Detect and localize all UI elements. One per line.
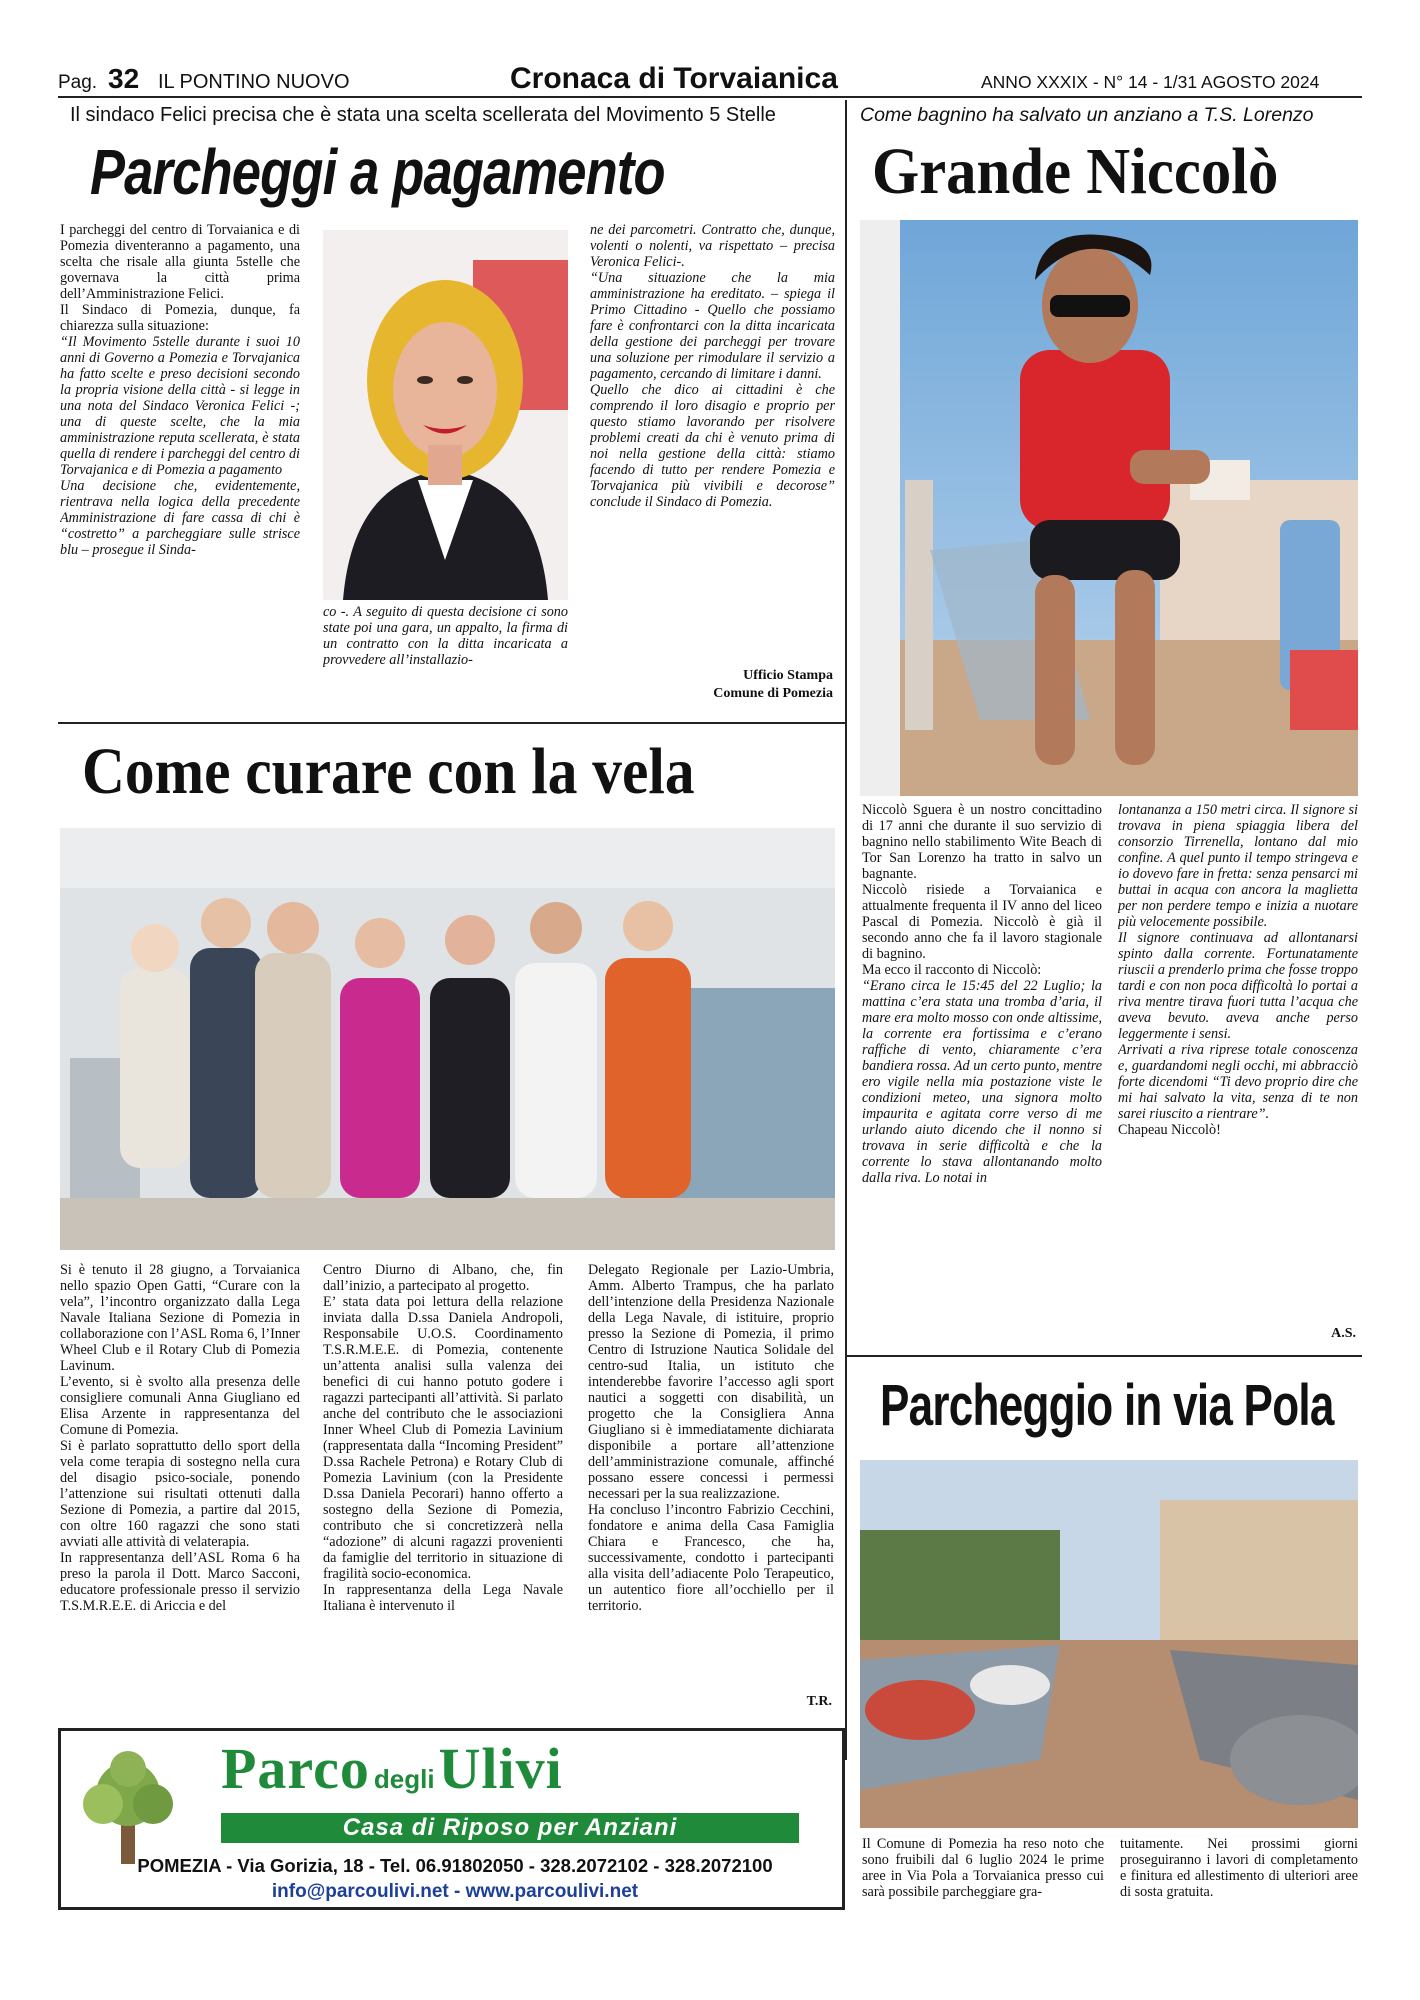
issue-info: ANNO XXXIX - N° 14 - 1/31 AGOSTO 2024 bbox=[981, 72, 1320, 92]
pola-headline: Parcheggio in via Pola bbox=[880, 1373, 1334, 1438]
parking-kicker: Il sindaco Felici precisa che è stata una scelta scellerata del Movimento 5 Stelle bbox=[70, 104, 776, 126]
vela-signature: T.R. bbox=[806, 1694, 832, 1709]
group-photo bbox=[60, 828, 835, 1250]
paragraph: Niccolò risiede a Torvaianica e attualmente frequenta il IV anno del liceo Pascal di Pomezia. Niccolò è già il secondo anno che fa il lavoro stagionale di bagnino. bbox=[862, 882, 1102, 962]
niccolo-column-1 bbox=[862, 802, 1102, 1340]
paragraph: lontananza a 150 metri circa. Il signore si trovava in piena spiaggia libera del consorzio Tirrenella, lontano dal mio confine. A quel punto il tempo stringeva e io dovevo fare in fretta: senza pensarci mi buttai in acqua con ancora la maglietta per non perdere tempo e inizia a nuotare più velocemente possibile. bbox=[1118, 802, 1358, 930]
paragraph: “Il Movimento 5stelle durante i suoi 10 anni di Governo a Pomezia e Torvajanica ha fatto scelte e preso decisioni secondo la propria visione della città - si legge in una nota del Sindaco Veronica Felici -; una di queste scelte, che la mia amministrazione reputa scellerata, è stata quella di rendere i parcheggi del centro di Torvajanica e di Pomezia a pagamento bbox=[60, 334, 300, 478]
header-rule bbox=[58, 96, 1362, 98]
page-prefix: Pag. bbox=[58, 72, 98, 93]
paragraph: Centro Diurno di Albano, che, fin dall’inizio, a partecipato al progetto. bbox=[323, 1262, 563, 1294]
niccolo-headline: Grande Niccolò bbox=[872, 135, 1279, 208]
paragraph: Il signore continuava ad allontanarsi spinto dalla corrente. Fortunatamente riuscii a prenderlo prima che fosse troppo tardi e con non poca difficoltà lo portai a riva mentre tirava fuori tutta l’acqua che aveva bevuto. aveva anche perso leggermente i sensi. bbox=[1118, 930, 1358, 1042]
niccolo-signature: A.S. bbox=[1331, 1326, 1356, 1341]
paragraph: Arrivati a riva riprese totale conoscenza e, guardandomi negli occhi, mi abbracciò forte dicendomi “Ti devo proprio dire che mi hai salvato la vita, senza di te non sarei riuscito a rientrare”. bbox=[1118, 1042, 1358, 1122]
divider-niccolo-pola bbox=[847, 1355, 1362, 1357]
paragraph: ne dei parcometri. Contratto che, dunque, volenti o nolenti, va rispettato – precisa Veronica Felici-. bbox=[590, 222, 835, 270]
paragraph: Ma ecco il racconto di Niccolò: bbox=[862, 962, 1042, 978]
parking-column-2 bbox=[323, 604, 568, 716]
divider-parking-vela bbox=[58, 722, 845, 724]
ad-parco-degli-ulivi bbox=[58, 1728, 845, 1910]
section-title: Cronaca di Torvaianica bbox=[510, 62, 838, 95]
paragraph: tuitamente. Nei prossimi giorni proseguiranno i lavori di completamento e finitura ed allestimento di ulteriori aree di sosta gratuita. bbox=[1120, 1836, 1358, 1900]
parking-signature-2: Comune di Pomezia bbox=[713, 686, 833, 701]
ad-word-degli: degli bbox=[373, 1764, 435, 1794]
paragraph: “Una situazione che la mia amministrazione ha ereditato. – spiega il Primo Cittadino - Quello che possiamo fare è confrontarci con la ditta incaricata della gestione dei parcheggi per trovare una soluzione per rimodulare il servizio a pagamento, cercando di limitare i danni. bbox=[590, 270, 835, 382]
ad-title bbox=[221, 1735, 563, 1802]
paragraph: In rappresentanza della Lega Navale Italiana è intervenuto il bbox=[323, 1582, 563, 1614]
paragraph: Niccolò Sguera è un nostro concittadino di 17 anni che durante il suo servizio di bagnino nello stabilimento Wite Beach di Tor San Lorenzo ha tratto in salvo un bagnante. bbox=[862, 802, 1102, 882]
pola-column-2 bbox=[1120, 1836, 1358, 1956]
vela-column-3 bbox=[588, 1262, 834, 1692]
ad-word-parco: Parco bbox=[221, 1736, 370, 1801]
paragraph: Delegato Regionale per Lazio-Umbria, Amm. Alberto Trampus, che ha parlato dell’intenzione della Presidenza Nazionale della Lega Navale, di istituire, proprio presso la Sezione di Pomezia, il primo Centro di Istruzione Nautica Solidale del centro-sud Italia, un istituto che intenderebbe favorire l’accesso agli sport nautici a soggetti con disabilità, un progetto che la Consigliera Anna Giugliano si è immediatamente dichiarata disponibile a portare all’attenzione dell’amministrazione comunale, affinché possano essere concessi i permessi necessari per la sua realizzazione. bbox=[588, 1262, 834, 1502]
portrait-illustration bbox=[323, 230, 568, 600]
paragraph: Quello che dico ai cittadini è che comprendo il loro disagio e proprio per questo stiamo lavorando per risolvere problemi creati da chi è venuto prima di noi nella gestione della città: stiamo facendo di tutto per rendere Pomezia e Torvajanica più vivibili e decorose” conclude il Sindaco di Pomezia. bbox=[590, 382, 835, 510]
paragraph: Una decisione che, evidentemente, rientrava nella logica della precedente Amministrazione di fare cassa di chi è “costretto” a parcheggiare sulle strisce blu – prosegue il Sinda- bbox=[60, 478, 300, 558]
ad-word-ulivi: Ulivi bbox=[438, 1736, 563, 1801]
paragraph: Si è parlato soprattutto dello sport della vela come terapia di sostegno nella cura del disagio psico-sociale, ponendo l’attenzione sui risultati ottenuti dalla Sezione di Pomezia, a partire dal 2015, con oltre 160 ragazzi che sono stati avviati alle attività di velaterapia. bbox=[60, 1438, 300, 1550]
paragraph: Si è tenuto il 28 giugno, a Torvaianica nello spazio Open Gatti, “Curare con la vela”, l’incontro organizzato dalla Lega Navale Italiana Sezione di Pomezia in collaborazione con l’ASL Roma 6, l’Inner Wheel Club e il Rotary Club di Pomezia Lavinum. bbox=[60, 1262, 300, 1374]
ad-subtitle: Casa di Riposo per Anziani bbox=[221, 1813, 799, 1843]
niccolo-column-2 bbox=[1118, 802, 1358, 1322]
vela-headline: Come curare con la vela bbox=[82, 735, 695, 808]
paragraph: I parcheggi del centro di Torvaianica e di Pomezia diventeranno a pagamento, una scelta che risale alla giunta 5stelle che governava la città prima dell’Amministrazione Felici. bbox=[60, 222, 300, 302]
mayor-portrait-photo bbox=[323, 230, 568, 600]
paragraph: E’ stata data poi lettura della relazione inviata dalla D.ssa Daniela Andropoli, Responsabile U.O.S. Coordinamento T.S.R.M.E.E. di Pomezia, contenente un’attenta analisi sulla valenza dei benefici di cui hanno potuto godere i ragazzi partecipanti all’attività. Si parlato anche del contributo che le associazioni Inner Wheel Club di Pomezia Lavinium (rappresentata dalla “Incoming President” D.ssa Rachele Petrona) e Rotary Club di Pomezia Lavinium (con la Presidente D.ssa Daniela Pecorari) hanno offerto a sostegno della Sezione di Pomezia, contributo che si concretizzerà nella “adozione” di alcuni ragazzi provenienti da famiglie del territorio in situazione di fragilità socio-economica. bbox=[323, 1294, 563, 1582]
parking-lot-photo bbox=[860, 1460, 1358, 1828]
parking-signature-1: Ufficio Stampa bbox=[743, 668, 833, 683]
paper-name: IL PONTINO NUOVO bbox=[158, 71, 350, 93]
niccolo-kicker: Come bagnino ha salvato un anziano a T.S. Lorenzo bbox=[860, 104, 1314, 126]
paragraph: co -. A seguito di questa decisione ci sono state poi una gara, un appalto, la firma di un contratto con la ditta incaricata a provvedere all’installazio- bbox=[323, 604, 568, 668]
parking-column-3 bbox=[590, 222, 835, 662]
lifeguard-illustration bbox=[860, 220, 1358, 796]
olive-tree-icon bbox=[73, 1749, 183, 1869]
paragraph: In rappresentanza dell’ASL Roma 6 ha preso la parola il Dott. Marco Sacconi, educatore professionale presso il servizio T.S.M.R.E.E. di Ariccia e del bbox=[60, 1550, 300, 1614]
vela-column-1 bbox=[60, 1262, 300, 1710]
group-illustration bbox=[60, 828, 835, 1250]
paragraph: “Erano circa le 15:45 del 22 Luglio; la mattina c’era stata una tromba d’aria, il mare era molto mosso con onde altissime, la corrente era fortissima e c’erano raffiche di vento, chiaramente c’era bandiera rossa. Ad un certo punto, mentre ero vigile nella mia postazione viste le condizioni meteo, una signora molto impaurita e agitata corre verso di me urlando aiuto dicendo che il nonno si trovava in serie difficoltà e che la corrente lo stava allontanando molto dalla riva. Lo notai in bbox=[862, 978, 1102, 1186]
ad-address: POMEZIA - Via Gorizia, 18 - Tel. 06.91802050 - 328.2072102 - 328.2072100 bbox=[137, 1855, 773, 1876]
page-number: 32 bbox=[108, 63, 140, 94]
page-header bbox=[58, 62, 1362, 96]
paragraph: Chapeau Niccolò! bbox=[1118, 1122, 1221, 1138]
paragraph: Ha concluso l’incontro Fabrizio Cecchini, fondatore e anima della Casa Famiglia Chiara e Francesco, che ha, successivamente, condotto i partecipanti alla visita dell’adiacente Polo Terapeutico, un autentico fiore all’occhiello per il territorio. bbox=[588, 1502, 834, 1614]
lifeguard-photo bbox=[860, 220, 1358, 796]
paragraph: Il Comune di Pomezia ha reso noto che sono fruibili dal 6 luglio 2024 le prime aree in Via Pola a Torvaianica presso cui sarà possibile parcheggiare gra- bbox=[862, 1836, 1104, 1900]
pola-column-1 bbox=[862, 1836, 1104, 1956]
paragraph: Il Sindaco di Pomezia, dunque, fa chiarezza sulla situazione: bbox=[60, 302, 300, 334]
paragraph: L’evento, si è svolto alla presenza delle consigliere comunali Anna Giugliano ed Elisa Arzente in rappresentanza del Comune di Pomezia. bbox=[60, 1374, 300, 1438]
parking-lot-illustration bbox=[860, 1460, 1358, 1828]
ad-contacts: info@parcoulivi.net - www.parcoulivi.net bbox=[271, 1881, 639, 1902]
parking-headline: Parcheggi a pagamento bbox=[90, 136, 665, 208]
vela-column-2 bbox=[323, 1262, 563, 1710]
column-divider-top bbox=[845, 100, 847, 1760]
parking-column-1 bbox=[60, 222, 300, 716]
